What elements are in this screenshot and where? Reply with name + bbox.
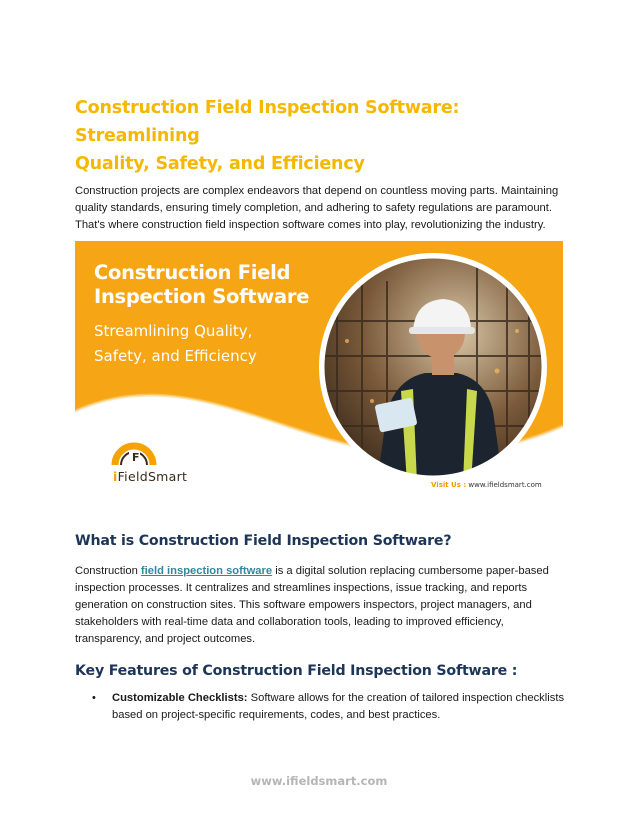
para-text-before: Construction: [75, 565, 141, 577]
visit-us: [431, 481, 542, 489]
what-is-paragraph: [75, 563, 567, 648]
visit-url: www.ifieldsmart.com: [468, 481, 542, 489]
hero-banner: [75, 241, 563, 496]
bullet-marker: •: [92, 692, 96, 704]
logo-wordmark-rest: FieldSmart: [117, 469, 188, 484]
banner-sub-line-2: Safety, and Efficiency: [94, 347, 257, 365]
title-line-2: Quality, Safety, and Efficiency: [75, 154, 365, 174]
bullet-item-customizable-checklists: [112, 690, 567, 724]
banner-heading-line-1: Construction Field: [94, 261, 291, 284]
banner-heading: [94, 261, 309, 309]
logo-letter: F: [132, 451, 140, 464]
para-text-after: is a digital solution replacing cumbersome paper-based inspection processes. It centralizes and streamlines inspections, issue tracking, and reports generation on construction sites. This software empowers inspectors, project managers, and stakeholders with real-time data and collaboration tools, leading to improved efficiency, transparency, and project outcomes.: [75, 565, 549, 645]
engineer-photo: [317, 251, 549, 483]
section-heading-key-features: Key Features of Construction Field Inspection Software :: [75, 663, 518, 679]
banner-heading-line-2: Inspection Software: [94, 285, 310, 308]
section-heading-what-is: What is Construction Field Inspection Software?: [75, 533, 452, 549]
intro-paragraph: Construction projects are complex endeavors that depend on countless moving parts. Maintaining quality standards, ensuring timely completion, and adhering to safety regulations are paramount. That's where construction field inspection software comes into play, revolutionizing the industry.: [75, 185, 559, 231]
banner-sub-line-1: Streamlining Quality,: [94, 322, 253, 340]
logo-wordmark-i: i: [113, 469, 118, 484]
field-inspection-software-link[interactable]: field inspection software: [140, 565, 273, 577]
banner-subheading: [94, 319, 257, 369]
document-title: [75, 94, 575, 178]
page-footer: www.ifieldsmart.com: [250, 774, 388, 788]
title-line-1: Construction Field Inspection Software: Streamlining: [75, 98, 460, 146]
bullet-text: Software allows for the creation of tailored inspection checklists based on project-specific requirements, codes, and best practices.: [112, 692, 565, 721]
bullet-label: Customizable Checklists:: [112, 692, 248, 704]
visit-label: Visit Us :: [431, 481, 467, 489]
logo-wordmark: [113, 469, 187, 484]
